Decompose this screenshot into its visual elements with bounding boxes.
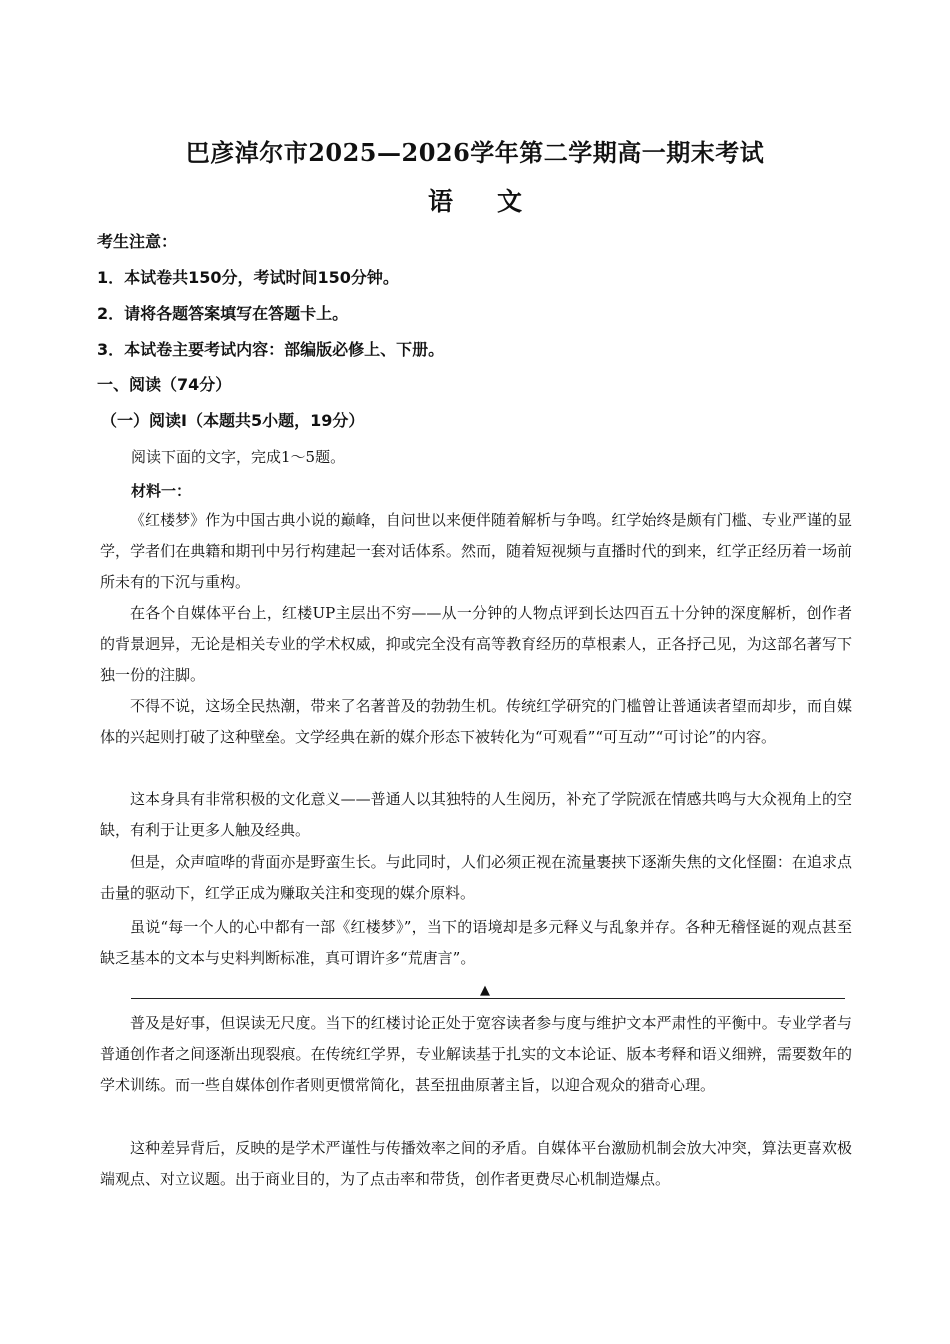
notice-heading: 考生注意： bbox=[97, 232, 178, 251]
notice-item-3: 3．本试卷主要考试内容：部编版必修上、下册。 bbox=[97, 340, 445, 359]
paragraph-8: 这种差异背后，反映的是学术严谨性与传播效率之间的矛盾。自媒体平台激励机制会放大冲突，算法更喜欢极端观点、对立议题。出于商业目的，为了点击率和带货，创作者更费尽心机制造爆点。 bbox=[100, 1139, 852, 1188]
section-divider bbox=[131, 998, 845, 999]
paragraph-2: 在各个自媒体平台上，红楼UP主层出不穷——从一分钟的人物点评到长达四百五十分钟的深度解析，创作者的背景迥异，无论是相关专业的学术权威，抑或完全没有高等教育经历的草根素人，正各抒己见，为这部名著写下独一份的注脚。 bbox=[100, 604, 852, 684]
material-label: 材料一： bbox=[131, 482, 192, 500]
section-title: 一、阅读（74分） bbox=[97, 375, 232, 394]
paragraph-7: 普及是好事，但误读无尺度。当下的红楼讨论正处于宽容读者参与度与维护文本严肃性的平衡中。专业学者与普通创作者之间逐渐出现裂痕。在传统红学界，专业解读基于扎实的文本论证、版本考释和语义细辨，需要数年的学术训练。而一些自媒体创作者则更惯常简化，甚至扭曲原著主旨，以迎合观众的猎奇心理。 bbox=[100, 1014, 852, 1094]
subsection-title: （一）阅读Ⅰ（本题共5小题，19分） bbox=[101, 411, 365, 430]
divider-triangle-icon: ▲ bbox=[480, 983, 490, 998]
exam-title: 巴彦淖尔市2025—2026学年第二学期高一期末考试 bbox=[185, 138, 765, 167]
exam-subject: 语文 bbox=[427, 187, 566, 216]
paragraph-6: 虽说“每一个人的心中都有一部《红楼梦》”，当下的语境却是多元释义与乱象并存。各种无稽怪诞的观点甚至缺乏基本的文本与史料判断标准，真可谓许多“荒唐言”。 bbox=[100, 918, 852, 967]
paragraph-4: 这本身具有非常积极的文化意义——普通人以其独特的人生阅历，补充了学院派在情感共鸣与大众视角上的空缺，有利于让更多人触及经典。 bbox=[100, 790, 852, 839]
paragraph-3: 不得不说，这场全民热潮，带来了名著普及的勃勃生机。传统红学研究的门槛曾让普通读者望而却步，而自媒体的兴起则打破了这种壁垒。文学经典在新的媒介形态下被转化为“可观看”“可互动”“可讨论”的内容。 bbox=[100, 697, 852, 746]
reading-instruction: 阅读下面的文字，完成1～5题。 bbox=[131, 448, 346, 466]
notice-item-2: 2．请将各题答案填写在答题卡上。 bbox=[97, 304, 349, 323]
notice-item-1: 1．本试卷共150分，考试时间150分钟。 bbox=[97, 268, 399, 287]
paragraph-1: 《红楼梦》作为中国古典小说的巅峰，自问世以来便伴随着解析与争鸣。红学始终是颇有门槛、专业严谨的显学，学者们在典籍和期刊中另行构建起一套对话体系。然而，随着短视频与直播时代的到来，红学正经历着一场前所未有的下沉与重构。 bbox=[100, 511, 852, 591]
paragraph-5: 但是，众声喧哗的背面亦是野蛮生长。与此同时，人们必须正视在流量裹挟下逐渐失焦的文化怪圈：在追求点击量的驱动下，红学正成为赚取关注和变现的媒介原料。 bbox=[100, 853, 852, 902]
